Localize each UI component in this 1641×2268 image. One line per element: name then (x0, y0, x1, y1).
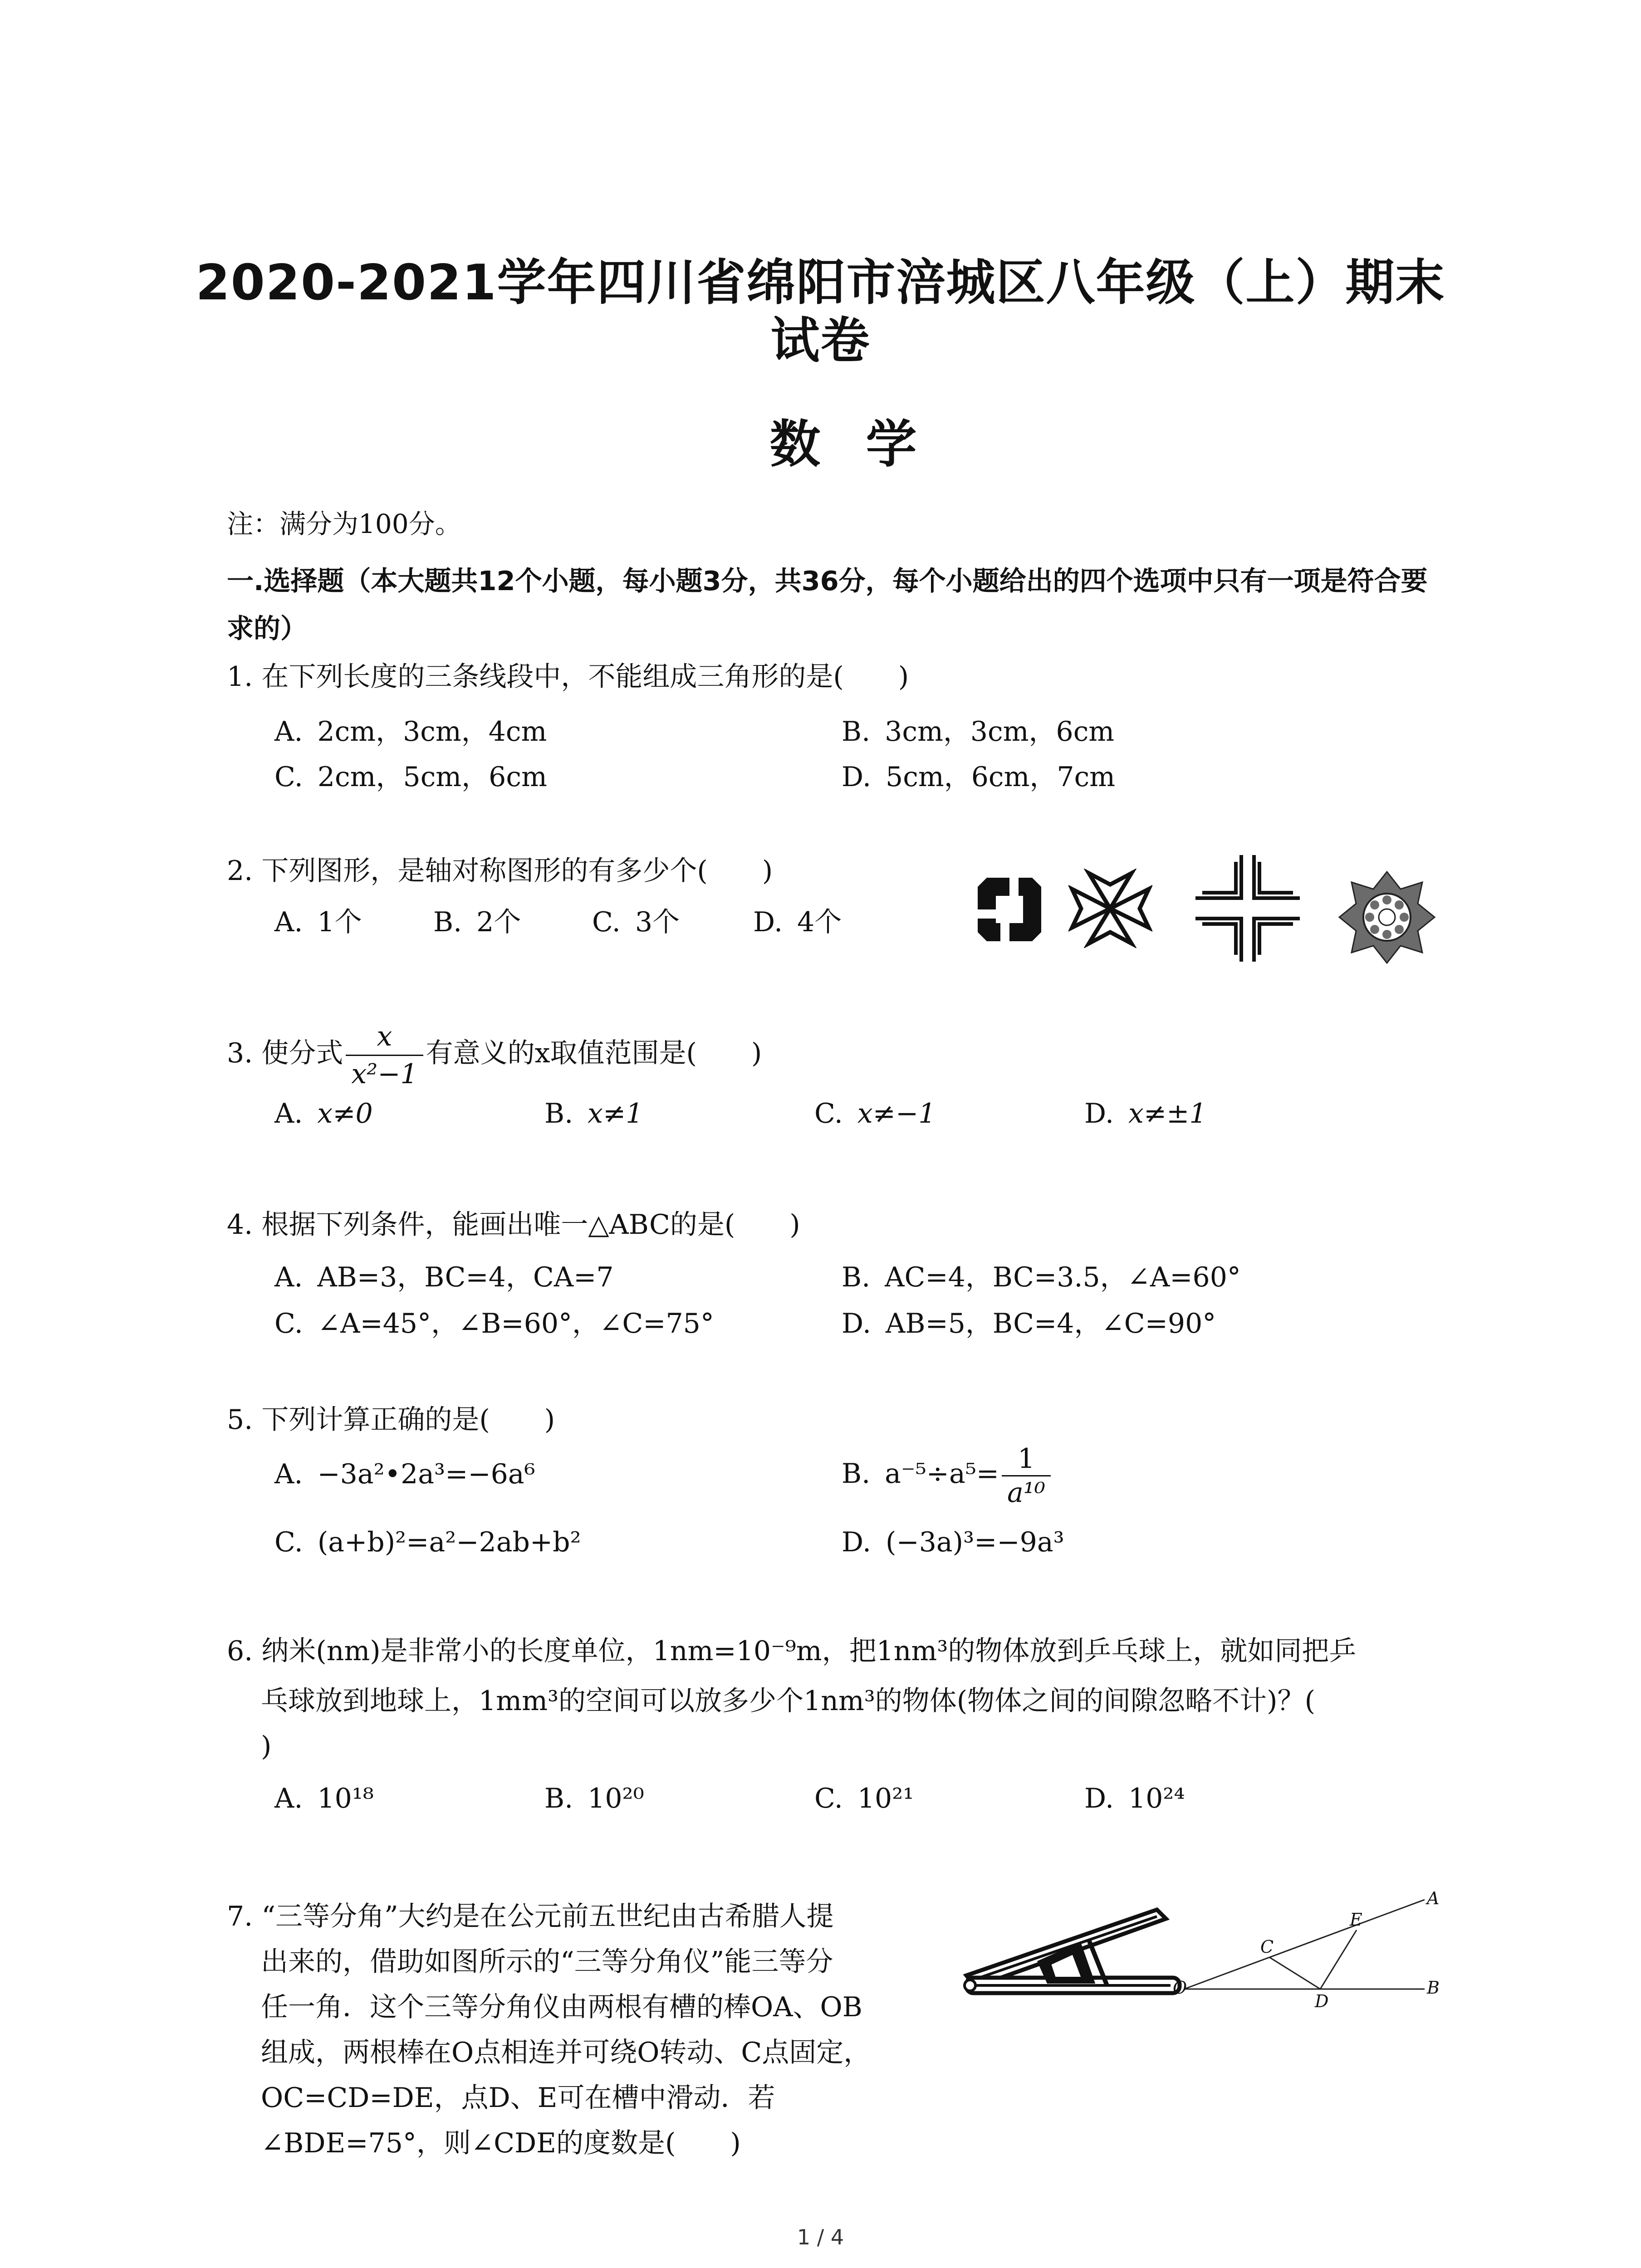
option-text: a⁻⁵÷a⁵= (885, 1458, 999, 1490)
option-label: A. (274, 716, 303, 748)
label-d: D (1315, 1991, 1329, 2009)
question-5-option-a[interactable] (274, 1458, 535, 1490)
question-7-line-4: 组成，两根棒在O点相连并可绕O转动、C点固定， (261, 2037, 871, 2068)
stem-prefix: 3. 使分式 (227, 1037, 343, 1070)
question-4-stem: 4. 根据下列条件，能画出唯一△ABC的是( ) (227, 1209, 800, 1241)
option-label: C. (592, 906, 621, 938)
question-1-option-c[interactable] (274, 755, 547, 794)
label-c: C (1260, 1937, 1274, 1957)
label-o: O (1173, 1978, 1187, 1998)
option-label: B. (544, 1098, 573, 1129)
question-6-option-d[interactable] (1084, 1783, 1185, 1814)
option-text: 2个 (476, 906, 521, 938)
fraction-denominator: x²−1 (351, 1058, 418, 1090)
option-label: A. (274, 1261, 303, 1293)
section-heading-choice: 一.选择题（本大题共12个小题，每小题3分，共36分，每个小题给出的四个选项中只有一项是符合要求的） (227, 565, 1428, 644)
option-text: 10²¹ (857, 1783, 914, 1814)
option-label: D. (842, 1526, 872, 1558)
option-text: AB=3，BC=4，CA=7 (317, 1261, 614, 1293)
question-4-option-d[interactable] (842, 1302, 1216, 1341)
option-label: C. (274, 1526, 303, 1558)
option-text: 10²⁰ (588, 1783, 644, 1814)
question-1-option-d[interactable] (842, 755, 1115, 794)
question-1-option-b[interactable] (842, 710, 1114, 749)
exam-title (136, 254, 1505, 370)
option-text: x≠−1 (857, 1098, 936, 1129)
question-6-option-a[interactable] (274, 1783, 374, 1814)
stem-suffix: 有意义的x取值范围是( ) (426, 1037, 762, 1070)
option-label: B. (544, 1783, 573, 1814)
fraction (1002, 1442, 1051, 1509)
option-text: 1个 (317, 906, 362, 938)
question-4-option-b[interactable] (842, 1256, 1241, 1295)
option-label: B. (842, 1261, 871, 1293)
option-text: AB=5，BC=4，∠C=90° (886, 1308, 1216, 1339)
question-6-line-3: ) (261, 1730, 272, 1762)
option-text: 10²⁴ (1128, 1783, 1185, 1814)
option-text: 3个 (635, 906, 680, 938)
snowflake-figure (1068, 869, 1152, 948)
page-number: 1 / 4 (797, 2225, 844, 2249)
option-label: D. (753, 906, 783, 938)
title-line-2: 试卷 (770, 313, 871, 369)
option-label: C. (274, 1308, 303, 1339)
question-5-option-b[interactable] (842, 1442, 1053, 1509)
option-text: AC=4，BC=3.5，∠A=60° (885, 1261, 1241, 1293)
option-label: A. (274, 1098, 303, 1129)
question-7-line-3: 任一角．这个三等分角仪由两根有槽的棒OA、OB (261, 1991, 862, 2023)
option-label: A. (274, 906, 303, 938)
option-label: B. (842, 716, 871, 748)
question-7-line-2: 出来的，借助如图所示的“三等分角仪”能三等分 (261, 1946, 833, 1978)
option-label: D. (842, 1308, 872, 1339)
label-b: B (1427, 1978, 1440, 1998)
cross-knot-figure (1193, 853, 1302, 964)
fraction-numerator: x (346, 1018, 423, 1056)
option-label: D. (1084, 1098, 1114, 1129)
option-text: x≠±1 (1128, 1098, 1207, 1129)
question-7-line-1: 7. “三等分角”大约是在公元前五世纪由古希腊人提 (227, 1901, 834, 1932)
question-5-option-d[interactable] (842, 1526, 1064, 1558)
option-text: (a+b)²=a²−2ab+b² (317, 1526, 581, 1558)
option-label: D. (1084, 1783, 1114, 1814)
option-text: 10¹⁸ (317, 1783, 374, 1814)
question-3-option-b[interactable] (544, 1098, 643, 1129)
option-text: 3cm，3cm，6cm (885, 716, 1115, 748)
option-text: x≠0 (317, 1098, 373, 1129)
option-text: 2cm，5cm，6cm (317, 761, 547, 793)
question-7-line-5: OC=CD=DE，点D、E可在槽中滑动．若 (261, 2082, 775, 2114)
option-label: B. (842, 1458, 871, 1490)
label-e: E (1350, 1910, 1362, 1930)
option-text: 2cm，3cm，4cm (317, 716, 547, 748)
question-1-stem: 1. 在下列长度的三条线段中，不能组成三角形的是( ) (227, 661, 909, 693)
option-text: −3a²•2a³=−6a⁶ (317, 1458, 535, 1490)
question-5-option-c[interactable] (274, 1526, 581, 1558)
square-pinwheel-figure (975, 875, 1043, 943)
option-text: (−3a)³=−9a³ (886, 1526, 1064, 1558)
question-7-line-6: ∠BDE=75°，则∠CDE的度数是( ) (261, 2127, 741, 2159)
title-line-1: 2020-2021学年四川省绵阳市涪城区八年级（上）期末 (196, 254, 1445, 311)
option-text: ∠A=45°，∠B=60°，∠C=75° (317, 1308, 714, 1339)
option-label: A. (274, 1458, 303, 1490)
question-2-option-c[interactable] (592, 900, 680, 939)
option-label: B. (433, 906, 462, 938)
option-text: 4个 (797, 906, 842, 938)
fraction (346, 1018, 423, 1092)
octagram-ornament-figure (1338, 871, 1436, 964)
option-label: D. (842, 761, 872, 793)
question-3-option-c[interactable] (814, 1098, 936, 1129)
option-text: 5cm，6cm，7cm (886, 761, 1116, 793)
question-2-option-a[interactable] (274, 900, 362, 939)
question-4-option-c[interactable] (274, 1302, 714, 1341)
subject-heading: 数学 (769, 415, 962, 474)
trisector-instrument-figure (957, 1898, 1184, 2003)
question-3-option-a[interactable] (274, 1098, 373, 1129)
trisector-geometry-figure (1171, 1892, 1452, 2009)
question-6-option-c[interactable] (814, 1783, 914, 1814)
fraction-denominator: a¹⁰ (1007, 1477, 1045, 1509)
option-label: C. (814, 1098, 843, 1129)
option-label: C. (814, 1783, 843, 1814)
fraction-numerator: 1 (1002, 1442, 1051, 1476)
question-2-option-d[interactable] (753, 900, 842, 939)
score-note: 注：满分为100分。 (227, 508, 461, 539)
question-5-stem: 5. 下列计算正确的是( ) (227, 1404, 555, 1436)
question-3-option-d[interactable] (1084, 1098, 1207, 1129)
question-6-line-1: 6. 纳米(nm)是非常小的长度单位，1nm=10⁻⁹m，把1nm³的物体放到乒乓球上，就如同把乒 (227, 1635, 1357, 1667)
option-text: x≠1 (588, 1098, 643, 1129)
option-label: C. (274, 761, 303, 793)
question-3-stem (227, 1018, 762, 1092)
question-4-option-a[interactable] (274, 1256, 614, 1295)
label-a: A (1427, 1892, 1440, 1908)
question-6-line-2: 乓球放到地球上，1mm³的空间可以放多少个1nm³的物体(物体之间的间隙忽略不计)？( (261, 1685, 1316, 1717)
question-2-option-b[interactable] (433, 900, 521, 939)
option-label: A. (274, 1783, 303, 1814)
question-6-option-b[interactable] (544, 1783, 644, 1814)
question-2-stem: 2. 下列图形，是轴对称图形的有多少个( ) (227, 855, 773, 887)
question-1-option-a[interactable] (274, 710, 547, 749)
